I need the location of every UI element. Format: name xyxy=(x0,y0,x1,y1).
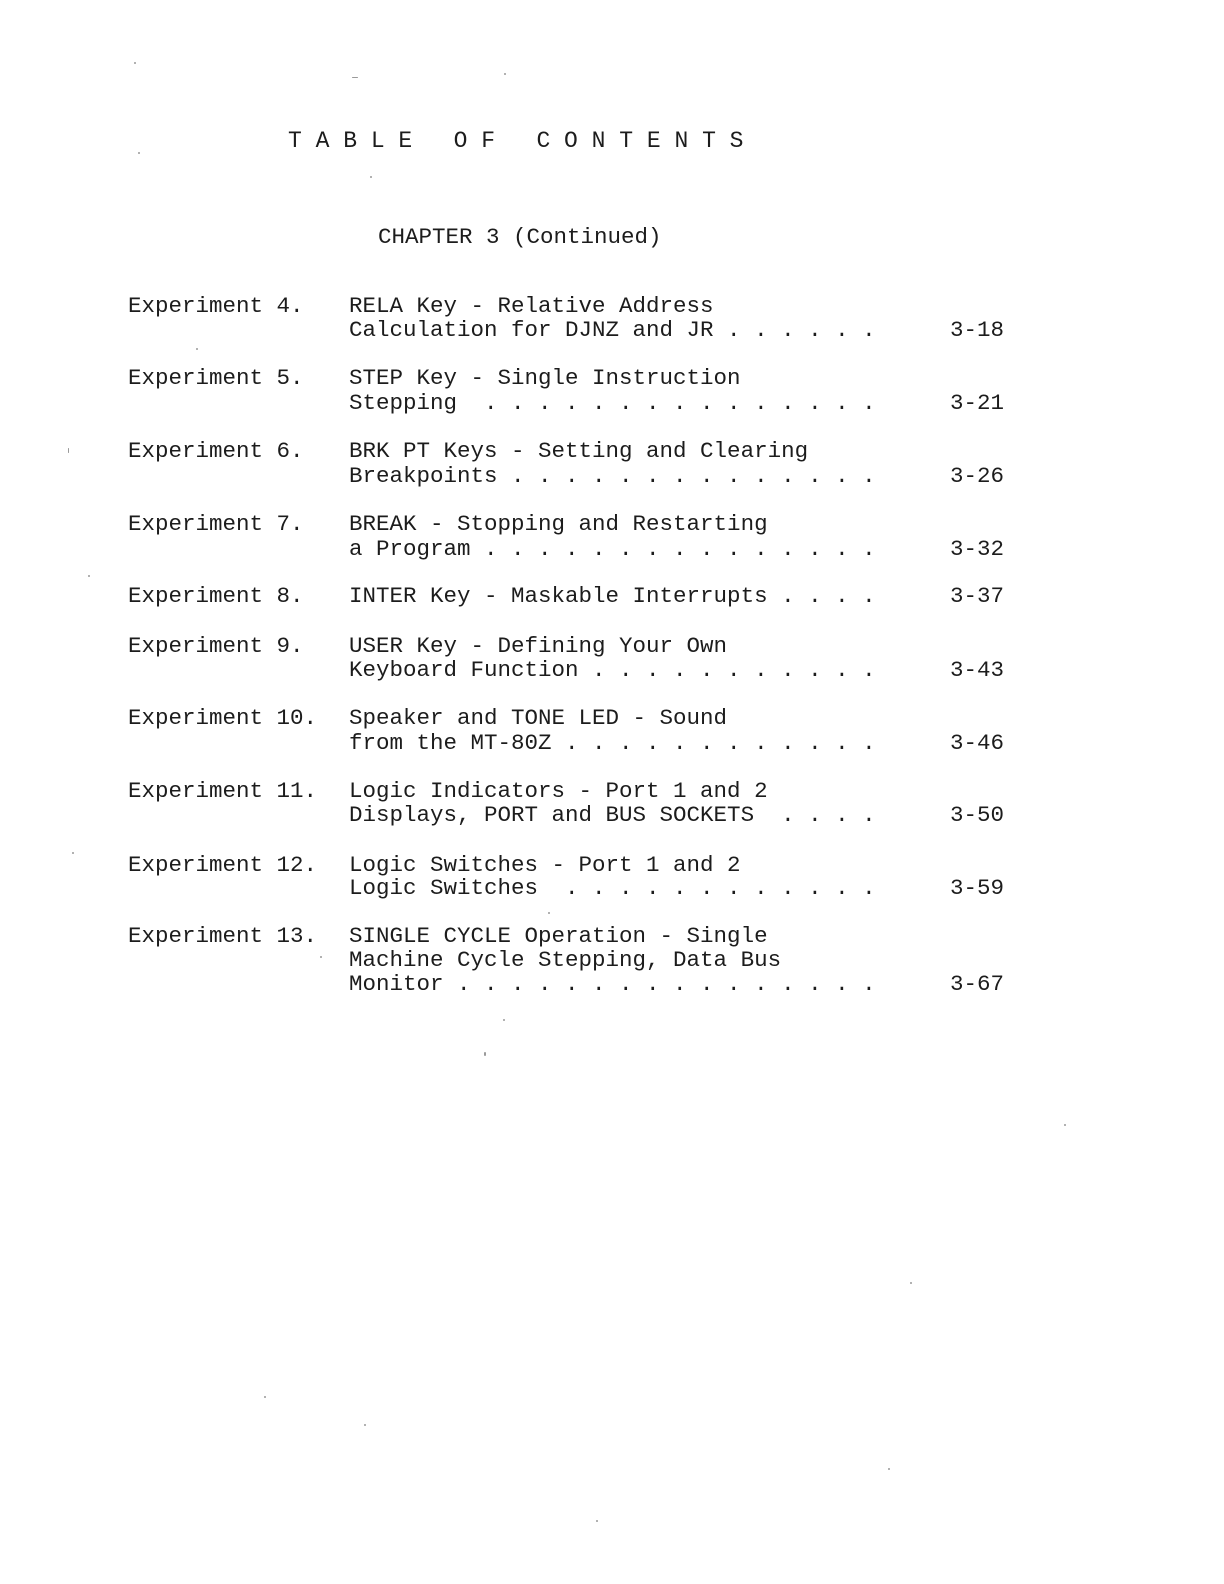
entry-title-line: Calculation for DJNZ and JR . . . . . . xyxy=(349,317,876,343)
entry-title-line: Keyboard Function . . . . . . . . . . . xyxy=(349,657,876,683)
scan-speck xyxy=(548,912,550,914)
scan-speck xyxy=(596,1520,598,1522)
entry-label: Experiment 8. xyxy=(128,583,304,609)
entry-title-line: BREAK - Stopping and Restarting xyxy=(349,511,768,537)
entry-title-line: Machine Cycle Stepping, Data Bus xyxy=(349,947,782,973)
scan-speck xyxy=(320,956,322,958)
entry-label: Experiment 6. xyxy=(128,438,304,464)
scan-speck xyxy=(88,575,90,577)
entry-title-line: BRK PT Keys - Setting and Clearing xyxy=(349,438,809,464)
entry-label: Experiment 9. xyxy=(128,633,304,659)
entry-page-number: 3-46 xyxy=(950,730,1005,756)
scan-speck xyxy=(910,1282,912,1284)
entry-page-number: 3-18 xyxy=(950,317,1005,343)
scan-speck xyxy=(364,1424,366,1426)
scan-speck xyxy=(72,852,74,854)
scan-speck xyxy=(1064,1124,1066,1126)
entry-page-number: 3-26 xyxy=(950,463,1005,489)
entry-title-line: Displays, PORT and BUS SOCKETS . . . . xyxy=(349,802,876,828)
scan-speck xyxy=(504,73,506,75)
entry-title-line: a Program . . . . . . . . . . . . . . . xyxy=(349,536,876,562)
entry-title-line: Speaker and TONE LED - Sound xyxy=(349,705,728,731)
entry-page-number: 3-67 xyxy=(950,971,1005,997)
entry-title-line: from the MT-80Z . . . . . . . . . . . . xyxy=(349,730,876,756)
entry-page-number: 3-43 xyxy=(950,657,1005,683)
scan-speck xyxy=(503,1019,505,1021)
scan-speck xyxy=(352,77,358,78)
entry-label: Experiment 7. xyxy=(128,511,304,537)
entry-page-number: 3-59 xyxy=(950,875,1005,901)
entry-label: Experiment 10. xyxy=(128,705,318,731)
entry-title-line: STEP Key - Single Instruction xyxy=(349,365,741,391)
scan-speck xyxy=(888,1468,890,1470)
entry-page-number: 3-50 xyxy=(950,802,1005,828)
entry-label: Experiment 13. xyxy=(128,923,318,949)
entry-title-line: Breakpoints . . . . . . . . . . . . . . xyxy=(349,463,876,489)
entry-title-line: SINGLE CYCLE Operation - Single xyxy=(349,923,768,949)
entry-title-line: Monitor . . . . . . . . . . . . . . . . xyxy=(349,971,876,997)
entry-title-line: INTER Key - Maskable Interrupts . . . . xyxy=(349,583,876,609)
entry-title-line: Stepping . . . . . . . . . . . . . . . xyxy=(349,390,876,416)
entry-page-number: 3-32 xyxy=(950,536,1005,562)
entry-title-line: USER Key - Defining Your Own xyxy=(349,633,728,659)
entry-label: Experiment 4. xyxy=(128,293,304,319)
entry-label: Experiment 12. xyxy=(128,852,318,878)
entry-title-line: RELA Key - Relative Address xyxy=(349,293,714,319)
entry-label: Experiment 5. xyxy=(128,365,304,391)
scan-speck xyxy=(484,1052,486,1056)
scan-speck xyxy=(138,152,140,154)
scan-speck xyxy=(196,348,198,350)
chapter-heading: CHAPTER 3 (Continued) xyxy=(378,224,662,250)
entry-label: Experiment 11. xyxy=(128,778,318,804)
entry-title-line: Logic Indicators - Port 1 and 2 xyxy=(349,778,768,804)
page-title: T A B L E O F C O N T E N T S xyxy=(288,128,744,154)
entry-title-line: Logic Switches - Port 1 and 2 xyxy=(349,852,741,878)
entry-title-line: Logic Switches . . . . . . . . . . . . xyxy=(349,875,876,901)
entry-page-number: 3-21 xyxy=(950,390,1005,416)
scan-speck xyxy=(134,62,136,64)
scan-speck xyxy=(370,176,372,178)
entry-page-number: 3-37 xyxy=(950,583,1005,609)
scan-speck xyxy=(264,1396,266,1398)
scan-speck xyxy=(68,448,69,453)
